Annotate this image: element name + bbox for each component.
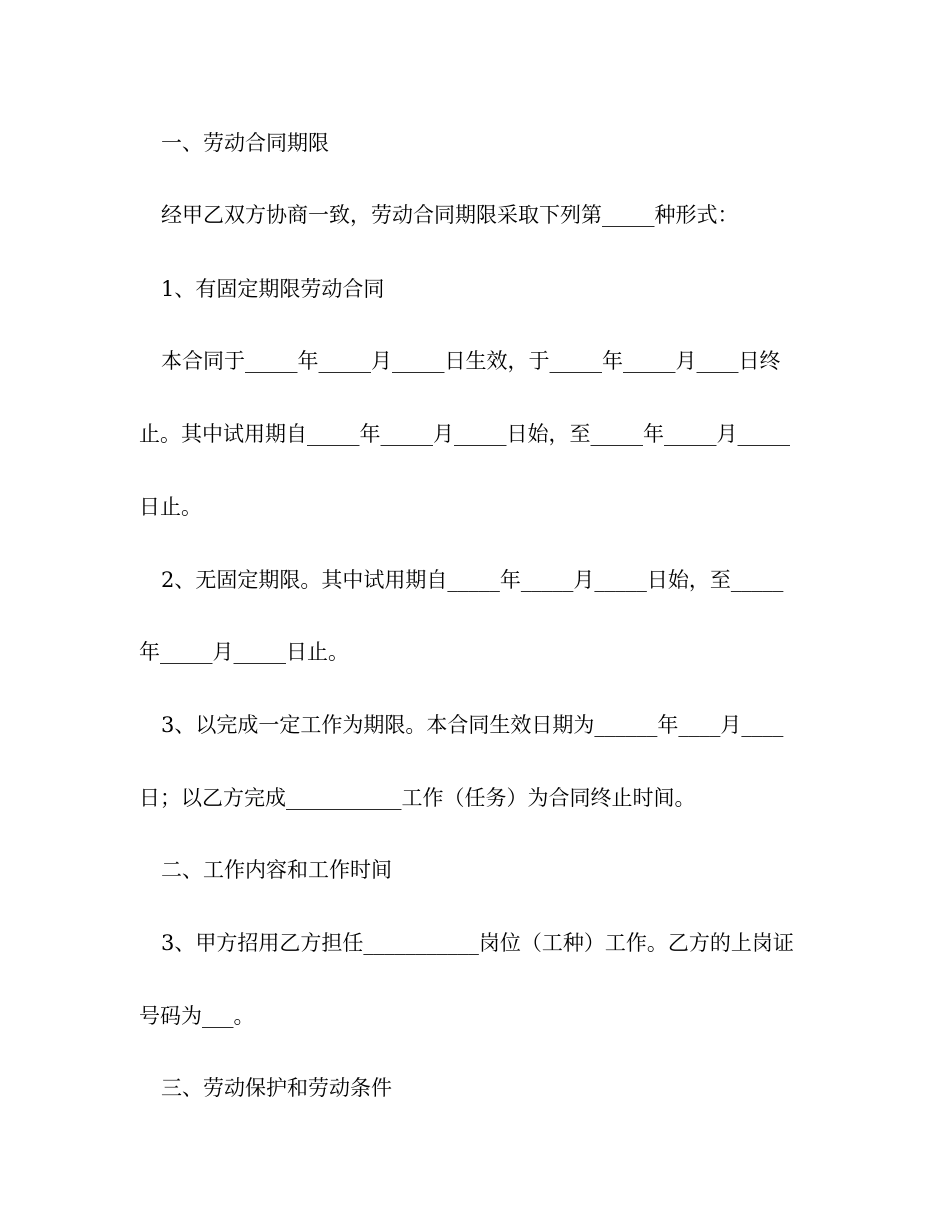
- paragraph-fixed-term-dates-2: 止。其中试用期自_____年_____月_____日始，至_____年_____月_____: [139, 422, 790, 446]
- paragraph-term-form: 经甲乙双方协商一致，劳动合同期限采取下列第_____种形式：: [161, 203, 739, 227]
- clause-task-term-1: 3、以完成一定工作为期限。本合同生效日期为______年____月____: [161, 713, 784, 737]
- paragraph-fixed-term-dates-1: 本合同于_____年_____月_____日生效，于_____年_____月____日终: [161, 349, 781, 373]
- clause-indefinite-term-2: 年_____月_____日止。: [139, 640, 349, 664]
- clause-indefinite-term-1: 2、无固定期限。其中试用期自_____年_____月_____日始，至_____: [161, 568, 784, 592]
- paragraph-fixed-term-dates-3: 日止。: [139, 495, 202, 519]
- clause-position-2: 号码为___。: [139, 1004, 255, 1028]
- clause-task-term-2: 日；以乙方完成___________工作（任务）为合同终止时间。: [139, 786, 696, 810]
- section-heading-contract-term: 一、劳动合同期限: [161, 131, 329, 155]
- section-heading-labor-protection: 三、劳动保护和劳动条件: [161, 1076, 392, 1100]
- clause-position-1: 3、甲方招用乙方担任___________岗位（工种）工作。乙方的上岗证: [161, 931, 794, 955]
- clause-fixed-term: 1、有固定期限劳动合同: [161, 277, 385, 301]
- section-heading-work-content: 二、工作内容和工作时间: [161, 858, 392, 882]
